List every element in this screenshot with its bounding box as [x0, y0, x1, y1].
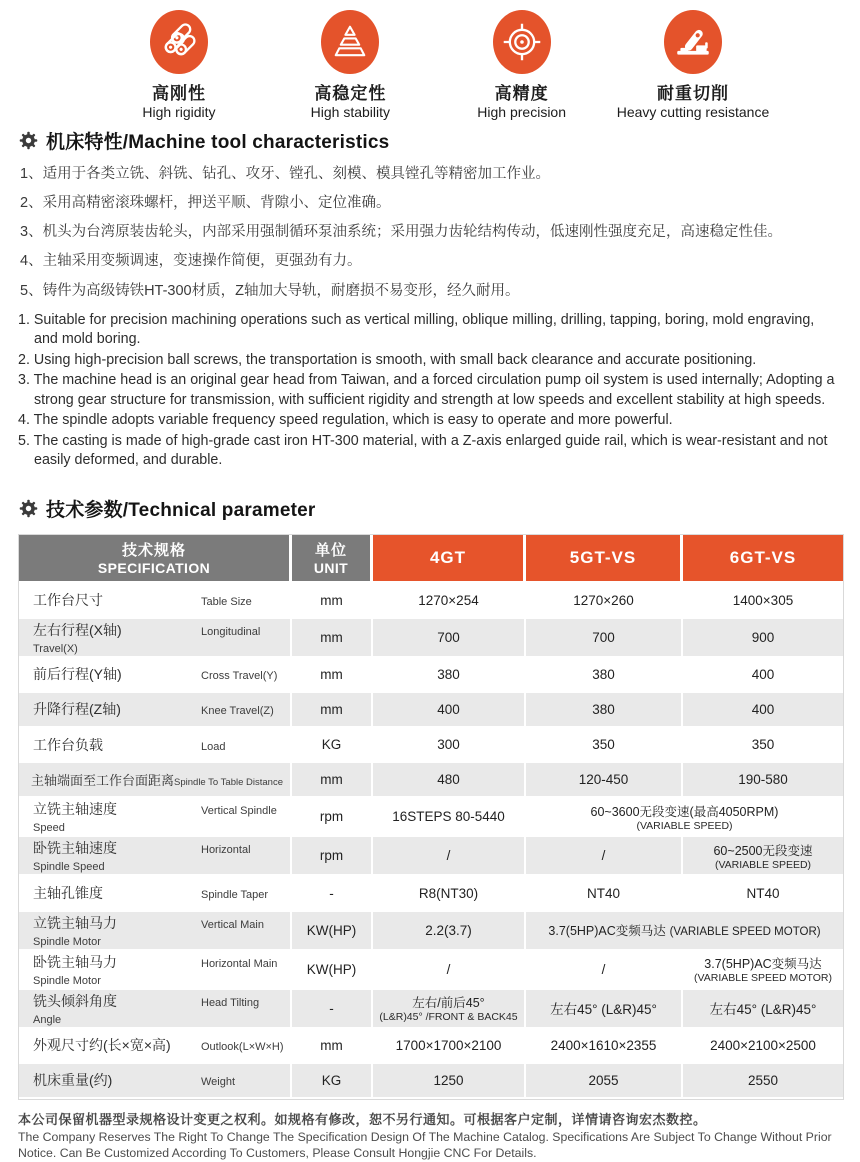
cell-6gt-vs: 350: [683, 728, 843, 763]
table-header-row: [19, 535, 843, 584]
cell-4gt: 1250: [373, 1064, 526, 1099]
row-vertical-main-spindle-motor: [19, 912, 843, 951]
row-table-size: [19, 584, 843, 619]
footnote-en: The Company Reserves The Right To Change The Specification Design Of The Machine Catalog. Specifications Are Subject To Change Without Prior Notice. Can Be Customized According To Customers, Please Consult Hongjie CNC For Details.: [18, 1130, 832, 1160]
spec-label: 铣头倾斜角度 Head Tilting Angle: [19, 990, 292, 1029]
list-item: 2、采用高精密滚珠螺杆，押送平顺、背隙小、定位准确。: [20, 194, 391, 211]
cell-4gt: 16STEPS 80-5440: [373, 798, 526, 837]
cell-4gt: 1270×254: [373, 584, 526, 619]
cell-unit: KW(HP): [292, 951, 373, 990]
row-spindle-to-table-distance: [19, 763, 843, 798]
cell-5gt-6gt-merged: 60~3600无段变速(最高4050RPM) (VARIABLE SPEED): [526, 798, 843, 837]
list-item: 5、铸件为高级铸铁HT-300材质，Z轴加大导轨，耐磨损不易变形，经久耐用。: [20, 282, 520, 299]
col-header-4gt: 4GT: [373, 535, 526, 584]
feature-high-stability: [271, 10, 429, 121]
cell-unit: mm: [292, 763, 373, 798]
cell-6gt-vs: 左右45° (L&R)45°: [683, 990, 843, 1029]
cell-5gt-vs: 左右45° (L&R)45°: [526, 990, 683, 1029]
row-load: [19, 728, 843, 763]
cell-6gt-vs: NT40: [683, 876, 843, 911]
cell-5gt-6gt-merged: 3.7(5HP)AC变频马达 (VARIABLE SPEED MOTOR): [526, 912, 843, 951]
cell-4gt: 380: [373, 658, 526, 693]
col-header-specification: 技术规格 SPECIFICATION: [19, 535, 292, 584]
cell-4gt: 400: [373, 693, 526, 728]
spec-label: 主轴孔锥度 Spindle Taper: [19, 876, 292, 911]
cell-5gt-vs: 1270×260: [526, 584, 683, 619]
cutoff-machine-icon: [664, 10, 722, 74]
cell-6gt-vs: 400: [683, 658, 843, 693]
characteristics-title: 机床特性/Machine tool characteristics: [46, 131, 390, 153]
cell-6gt-vs: 190-580: [683, 763, 843, 798]
cell-5gt-vs: /: [526, 837, 683, 876]
row-horizontal-main-spindle-motor: [19, 951, 843, 990]
list-item: 1. Suitable for precision machining operations such as vertical milling, oblique milling, drilling, tapping, boring, mold engraving, and mold boring.: [18, 312, 815, 348]
spec-label: 工作台尺寸 Table Size: [19, 584, 292, 619]
feature-title-en: High rigidity: [142, 104, 216, 120]
feature-title-cn: 高精度: [494, 84, 549, 103]
cell-5gt-vs: NT40: [526, 876, 683, 911]
feature-badges-row: [18, 8, 842, 121]
feature-title-cn: 高稳定性: [314, 84, 387, 103]
cell-5gt-vs: 350: [526, 728, 683, 763]
target-icon: [493, 10, 551, 74]
cell-4gt: R8(NT30): [373, 876, 526, 911]
cell-4gt: 480: [373, 763, 526, 798]
technical-parameter-table: [18, 534, 844, 1101]
feature-title-cn: 耐重切削: [656, 84, 729, 103]
gear-icon: [18, 130, 39, 151]
cell-unit: mm: [292, 584, 373, 619]
cell-unit: KG: [292, 728, 373, 763]
cell-6gt-vs: 3.7(5HP)AC变频马达 (VARIABLE SPEED MOTOR): [683, 951, 843, 990]
feature-title-cn: 高刚性: [152, 84, 206, 103]
cell-5gt-vs: 700: [526, 619, 683, 658]
cell-4gt: 2.2(3.7): [373, 912, 526, 951]
footnote: [18, 1109, 842, 1162]
feature-high-precision: [443, 10, 601, 121]
cell-unit: mm: [292, 1029, 373, 1064]
cell-6gt-vs: 2400×2100×2500: [683, 1029, 843, 1064]
cell-4gt: /: [373, 837, 526, 876]
characteristics-list-cn: [20, 164, 842, 301]
cell-unit: rpm: [292, 798, 373, 837]
cell-unit: KG: [292, 1064, 373, 1099]
cell-4gt: 300: [373, 728, 526, 763]
row-horizontal-spindle-speed: [19, 837, 843, 876]
cell-6gt-vs: 400: [683, 693, 843, 728]
spec-label: 卧铣主轴马力 Horizontal Main Spindle Motor: [19, 951, 292, 990]
cell-6gt-vs: 1400×305: [683, 584, 843, 619]
footnote-cn: 本公司保留机器型录规格设计变更之权利。如规格有修改，恕不另行通知。可根据客户定制，详情请咨询宏杰数控。: [18, 1112, 707, 1127]
cell-4gt: /: [373, 951, 526, 990]
cell-5gt-vs: 120-450: [526, 763, 683, 798]
list-item: 3. The machine head is an original gear head from Taiwan, and a forced circulation pump oil system is used internally; Adopting a strong gear structure for transmission, with sufficient rigidity and strength at low speeds and excellent stability at high speeds.: [18, 372, 835, 408]
list-item: 2. Using high-precision ball screws, the transportation is smooth, with small back clearance and accurate positioning.: [18, 351, 757, 368]
cell-5gt-vs: 2400×1610×2355: [526, 1029, 683, 1064]
feature-title-en: High stability: [310, 104, 391, 120]
spec-label: 外观尺寸约(长×宽×高) Outlook(L×W×H): [19, 1029, 292, 1064]
spec-label: 立铣主轴马力 Vertical Main Spindle Motor: [19, 912, 292, 951]
row-outlook-dimensions: [19, 1029, 843, 1064]
col-header-unit: 单位 UNIT: [292, 535, 373, 584]
list-item: 5. The casting is made of high-grade cast iron HT-300 material, with a Z-axis enlarged guide rail, which is wear-resistant and not easily deformed, and durable.: [18, 432, 828, 469]
spec-label: 前后行程(Y轴) Cross Travel(Y): [19, 658, 292, 693]
feature-heavy-cutting: [614, 10, 772, 121]
parameters-section-header: [18, 495, 842, 522]
spec-label: 左右行程(X轴) Longitudinal Travel(X): [19, 619, 292, 658]
cell-4gt: 左右/前后45° (L&R)45° /FRONT & BACK45: [373, 990, 526, 1029]
spec-label: 立铣主轴速度 Vertical Spindle Speed: [19, 798, 292, 837]
cell-5gt-vs: /: [526, 951, 683, 990]
cell-unit: -: [292, 990, 373, 1029]
row-machine-weight: [19, 1064, 843, 1099]
row-longitudinal-travel-x: [19, 619, 843, 658]
feature-title-en: High precision: [477, 104, 567, 120]
cell-6gt-vs: 60~2500无段变速 (VARIABLE SPEED): [683, 837, 843, 876]
row-vertical-spindle-speed: [19, 798, 843, 837]
rollers-icon: [150, 10, 208, 74]
characteristics-section-header: [18, 127, 842, 154]
cell-5gt-vs: 380: [526, 693, 683, 728]
cell-unit: -: [292, 876, 373, 911]
cell-unit: KW(HP): [292, 912, 373, 951]
spec-label: 工作台负载 Load: [19, 728, 292, 763]
feature-high-rigidity: [100, 10, 258, 121]
spec-label: 卧铣主轴速度 Horizontal Spindle Speed: [19, 837, 292, 876]
cell-unit: mm: [292, 619, 373, 658]
spec-label: 主轴端面至工作台面距离Spindle To Table Distance: [19, 763, 292, 798]
cell-6gt-vs: 900: [683, 619, 843, 658]
row-spindle-taper: [19, 876, 843, 911]
spec-label: 升降行程(Z轴) Knee Travel(Z): [19, 693, 292, 728]
col-header-6gt-vs: 6GT-VS: [683, 535, 843, 584]
list-item: 3、机头为台湾原装齿轮头，内部采用强制循环泵油系统；采用强力齿轮结构传动，低速刚性强度充足，高速稳定性佳。: [20, 224, 783, 241]
feature-title-en: Heavy cutting resistance: [616, 104, 770, 120]
parameters-title: 技术参数/Technical parameter: [46, 499, 316, 521]
row-cross-travel-y: [19, 658, 843, 693]
cell-unit: mm: [292, 693, 373, 728]
col-header-5gt-vs: 5GT-VS: [526, 535, 683, 584]
list-item: 1、适用于各类立铣、斜铣、钻孔、攻牙、镗孔、刻模、模具镗孔等精密加工作业。: [20, 165, 551, 182]
list-item: 4、主轴采用变频调速，变速操作简便，更强劲有力。: [20, 253, 362, 270]
cell-5gt-vs: 380: [526, 658, 683, 693]
cell-unit: rpm: [292, 837, 373, 876]
row-head-tilting-angle: [19, 990, 843, 1029]
cell-4gt: 1700×1700×2100: [373, 1029, 526, 1064]
cell-unit: mm: [292, 658, 373, 693]
cell-5gt-vs: 2055: [526, 1064, 683, 1099]
cell-6gt-vs: 2550: [683, 1064, 843, 1099]
list-item: 4. The spindle adopts variable frequency speed regulation, which is easy to operate and more powerful.: [18, 412, 673, 429]
gear-icon: [18, 498, 39, 519]
pyramid-icon: [321, 10, 379, 74]
characteristics-list-en: [18, 311, 842, 471]
row-knee-travel-z: [19, 693, 843, 728]
cell-4gt: 700: [373, 619, 526, 658]
spec-label: 机床重量(约) Weight: [19, 1064, 292, 1099]
